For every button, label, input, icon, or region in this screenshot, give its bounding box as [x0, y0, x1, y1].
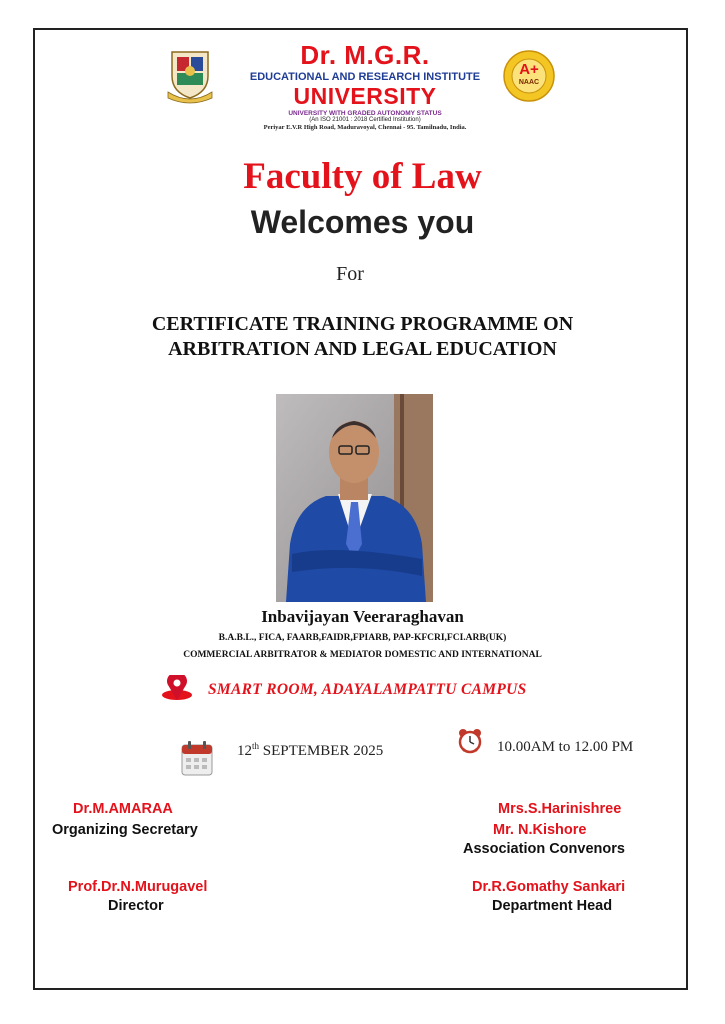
- programme-title: [0, 312, 725, 362]
- university-subtitle: EDUCATIONAL AND RESEARCH INSTITUTE: [249, 71, 481, 83]
- date-month-year: SEPTEMBER 2025: [259, 743, 384, 759]
- signatory-convenor-1-name: Mrs.S.Harinishree: [498, 801, 622, 817]
- signatory-department-head-title: Department Head: [492, 898, 613, 914]
- date-day: 12: [237, 743, 252, 759]
- signatory-director-name: Prof.Dr.N.Murugavel: [68, 879, 208, 895]
- signatory-department-head-name: Dr.R.Gomathy Sankari: [472, 879, 626, 895]
- naac-label: NAAC: [518, 79, 540, 86]
- page-title: Faculty of Law: [243, 156, 482, 197]
- signatory-convenors-title: Association Convenors: [463, 841, 625, 857]
- programme-line-2: ARBITRATION AND LEGAL EDUCATION: [168, 338, 557, 360]
- event-date: [237, 736, 383, 761]
- signatory-director-title: Director: [108, 898, 164, 914]
- alarm-clock-icon: [456, 728, 484, 754]
- university-name: Dr. M.G.R.: [300, 40, 430, 70]
- speaker-photo: [276, 394, 433, 602]
- speaker-qualifications: B.A.B.L., FICA, FAARB,FAIDR,FPIARB, PAP-KFCRI,FCI.ARB(UK): [218, 633, 507, 643]
- signatory-organizing-secretary-name: Dr.M.AMARAA: [73, 801, 173, 817]
- university-emblem-icon: [166, 46, 214, 104]
- university-status: UNIVERSITY WITH GRADED AUTONOMY STATUS: [288, 110, 442, 117]
- speaker-role: COMMERCIAL ARBITRATOR & MEDIATOR DOMESTIC AND INTERNATIONAL: [183, 650, 542, 660]
- speaker-name: Inbavijayan Veeraraghavan: [261, 607, 464, 626]
- iso-certification: (An ISO 21001 : 2018 Certified Institution): [309, 117, 421, 123]
- venue-text: SMART ROOM, ADAYALAMPATTU CAMPUS: [208, 681, 527, 698]
- university-address: Periyar E.V.R High Road, Maduravoyal, Chennai - 95. Tamilnadu, India.: [263, 124, 467, 131]
- location-pin-icon: [160, 675, 194, 701]
- naac-grade: A+: [519, 61, 539, 78]
- event-time: 10.00AM to 12.00 PM: [497, 739, 634, 755]
- for-label: For: [336, 263, 364, 285]
- date-suffix: th: [252, 741, 260, 751]
- naac-seal-icon: [503, 50, 555, 102]
- calendar-icon: [180, 740, 214, 776]
- university-word: UNIVERSITY: [293, 83, 437, 109]
- signatory-convenor-2-name: Mr. N.Kishore: [493, 822, 587, 838]
- programme-line-1: CERTIFICATE TRAINING PROGRAMME ON: [151, 313, 574, 335]
- signatory-organizing-secretary-title: Organizing Secretary: [52, 822, 198, 838]
- welcome-heading: Welcomes you: [250, 204, 475, 240]
